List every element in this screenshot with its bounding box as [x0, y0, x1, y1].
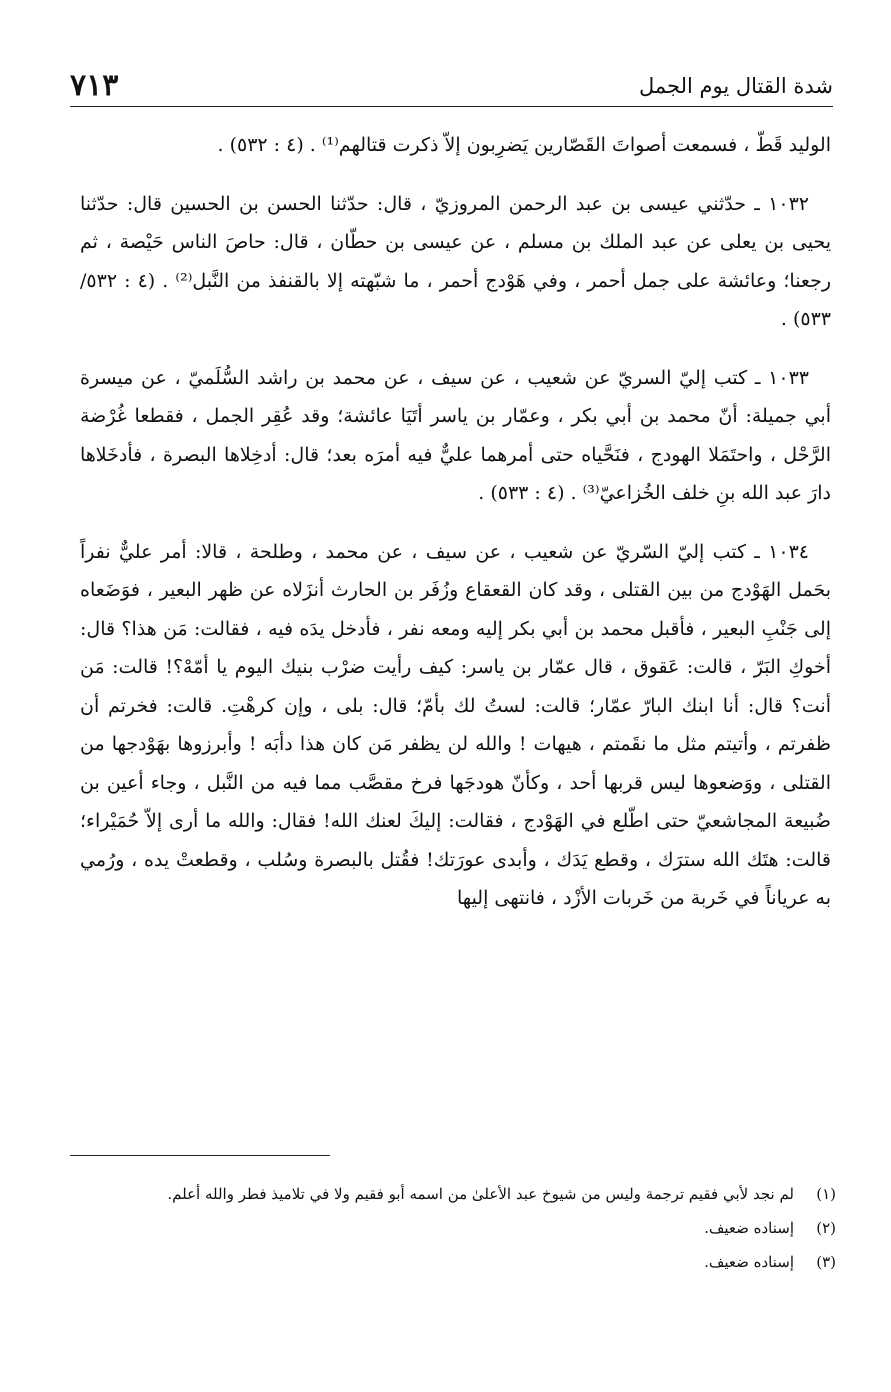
footnote-marker: (٣) — [816, 1253, 836, 1271]
footnote-marker: (٢) — [816, 1219, 836, 1237]
footnote-text: لم نجد لأبي فقيم ترجمة وليس من شيوخ عبد الأعلىٰ من اسمه أبو فقيم ولا في تلاميذ فطر والله أعلم. — [167, 1185, 794, 1203]
page-number: ٧١٣ — [70, 68, 119, 103]
paragraph-1034: ١٠٣٤ ـ كتب إليّ السّريّ عن شعيب ، عن سيف ، عن محمد ، وطلحة ، قالا: أمر عليٌّ نفراً بحَمل الهَوْدج من بين القتلى ، وقد كان القعقاع وزُفَر بن الحارث أنزَلاه عن ظهر البعير ، فوَضَعاه إلى جَنْبِ البعير ، فأقبل محمد بن أبي بكر إليه ومعه نفر ، فأدخل يدَه فيه ، فقالت: مَن هذا؟ قال: أخوكِ البَرّ ، قالت: عَقوق ، قال عمّار بن ياسر: كيف رأيت ضرْب بنيك اليوم يا أمّهْ؟! قالت: مَن أنت؟ قال: أنا ابنك البارّ عمّار؛ قالت: لستُ لك بأمّ؛ قال: بلى ، وإن كرهْتِ. قالت: فخرتم أن ظفرتم ، وأتيتم مثل ما نقَمتم ، هيهات ! والله لن يظفر مَن كان هذا دأبَه ! وأبرزوها بهَوْدجها من القتلى ، ووَضعوها ليس قربها أحد ، وكأنّ هودجَها فرخ مقصَّب مما فيه من النَّبل ، وجاء أعين بن ضُبيعة المجاشعيّ حتى اطّلع في الهَوْدج ، فقالت: إليكَ لعنك الله! فقال: والله ما أرى إلاّ حُمَيْراء؛ قالت: هتَك الله سترَك ، وقطع يَدَك ، وأبدى عورَتك! فقُتل بالبصرة وسُلب ، وقطعتْ يده ، ورُمي به عرياناً في خَربة من خَربات الأزْد ، فانتهى إليها — [80, 540, 832, 909]
running-title: شدة القتال يوم الجمل — [638, 74, 833, 98]
footnote-3 — [70, 1248, 836, 1276]
footnote-1 — [70, 1180, 836, 1208]
main-text — [80, 126, 831, 938]
paragraph-1033: ١٠٣٣ ـ كتب إليّ السريّ عن شعيب ، عن سيف ، عن محمد بن راشد السُّلَميّ ، عن ميسرة أبي جميلة: أنّ محمد بن أبي بكر ، وعمّار بن ياسر أتَيَا عائشة؛ وقد عُقِر الجمل ، فقطعا غُرْضة الرَّحْل ، واحتَمَلا الهودج ، فنَحَّياه حتى أمرهما عليٌّ فيه أمرَه بعد؛ قال: أدخِلاها البصرة ، فأدخَلاها دارَ عبد الله بنِ خلف الخُزاعيّ⁽³⁾ . (٤ : ٥٣٣) . — [80, 366, 831, 504]
page-header — [70, 60, 833, 107]
footnotes — [70, 1180, 836, 1282]
footnote-text: إسناده ضعيف. — [704, 1253, 794, 1271]
footnote-text: إسناده ضعيف. — [704, 1219, 794, 1237]
paragraph-1032: ١٠٣٢ ـ حدّثني عيسى بن عبد الرحمن المروزيّ ، قال: حدّثنا الحسن بن الحسين قال: حدّثنا يحيى بن يعلى عن عبد الملك بن مسلم ، عن عيسى بن حطّان ، قال: حاصَ الناس حَيْصة ، ثم رجعنا؛ وعائشة على جمل أحمر ، وفي هَوْدج أحمر ، ما شبّهته إلا بالقنفذ من النَّبل⁽²⁾ . (٤ : ٥٣٢/ ٥٣٣) . — [80, 192, 832, 330]
paragraph-continuation: الوليد قَطّ ، فسمعت أصواتَ القَصّارين يَضرِبون إلاّ ذكرت قتالهم⁽¹⁾ . (٤ : ٥٣٢) . — [217, 134, 831, 156]
footnote-marker: (١) — [816, 1185, 836, 1203]
footnote-divider — [70, 1155, 330, 1156]
footnote-2 — [70, 1214, 836, 1242]
